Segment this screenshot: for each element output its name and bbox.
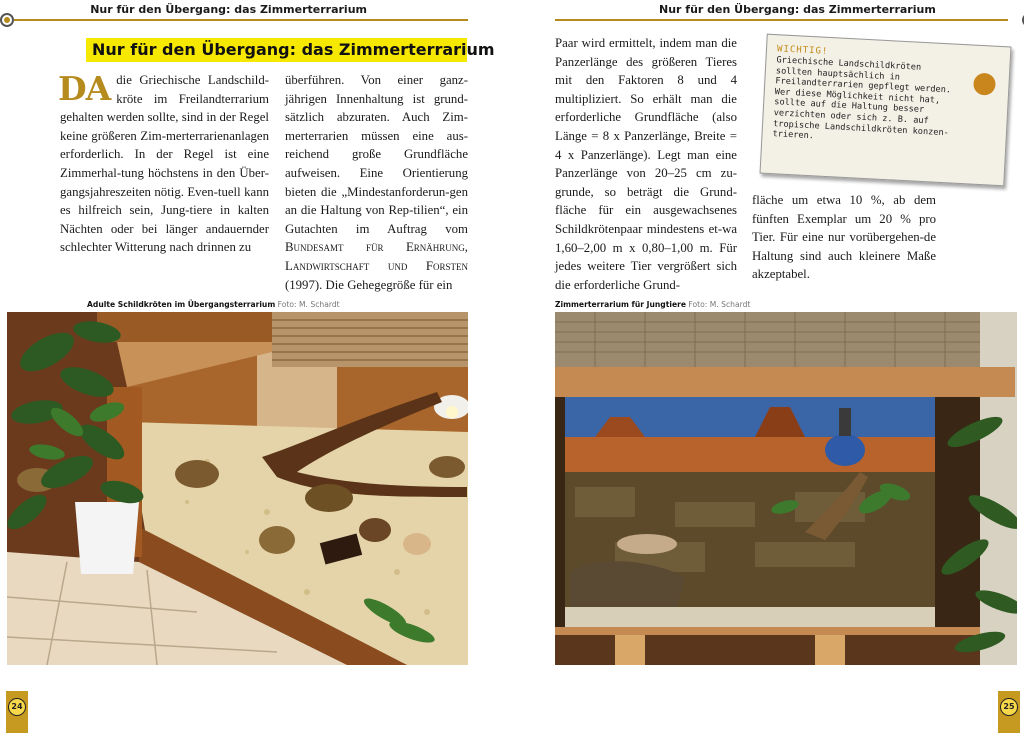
note-heading: WICHTIG! <box>776 44 829 57</box>
page-number: 25 <box>1000 698 1018 716</box>
paragraph-text: überführen. Von einer ganz-jährigen Innenhaltung ist grund-sätzlich abzuraten. Auch Zim-merterrarien müssen eine aus-reichend große Grundfläche aufweisen. Eine Orientierung bieten die „Mindestanforderun-gen an die Haltung von Rep-tilien“, ein Gutachten im Auftrag vom <box>285 73 468 236</box>
note-text: Griechische Landschildkröten sollten hauptsächlich in Freilandterrarien gepflegt werden. Wer diese Möglichkeit nicht hat, sollte auf die Haltung besser verzichten oder sich z. B. auf tropische Landschildkröten konzen- trieren. <box>772 55 952 142</box>
page-number-badge-right <box>998 691 1020 733</box>
text-column-3 <box>555 34 737 294</box>
photo-caption-left: Adulte Schildkröten im Übergangsterrarium Foto: M. Schardt <box>87 300 340 309</box>
text-column-2 <box>285 71 468 294</box>
right-page <box>512 0 1024 733</box>
terrarium-photo <box>7 312 468 665</box>
running-header-title: Nur für den Übergang: das Zimmerterrarium <box>90 3 367 16</box>
text-column-1 <box>60 71 269 257</box>
paragraph-text: fläche um etwa 10 %, ab dem fünften Exemplar um 20 % pro Tier. Für eine nur vorübergehen-de Haltung sind auch kleinere Maße akzeptabel. <box>752 193 936 282</box>
photo-adult-tortoises <box>7 312 468 665</box>
institution-name: Bundesamt für Ernährung, Landwirtschaft und Forsten <box>285 240 468 273</box>
header-rule <box>555 19 1008 21</box>
page-number: 24 <box>8 698 26 716</box>
header-bullet-icon <box>0 13 14 27</box>
running-header-title: Nur für den Übergang: das Zimmerterrarium <box>659 3 936 16</box>
terrarium-photo <box>555 312 1017 665</box>
photo-caption-right: Zimmerterrarium für Jungtiere Foto: M. Schardt <box>555 300 751 309</box>
page-number-badge-left <box>6 691 28 733</box>
header-rule <box>14 19 468 21</box>
important-note-card <box>760 34 1012 187</box>
running-header-left <box>0 0 470 22</box>
dropcap: DA <box>58 69 111 108</box>
paragraph-text: Paar wird ermittelt, indem man die Panzerlänge des größeren Tieres mit den Faktoren 8 und 4 multipliziert. So erhält man die erforderliche Grundfläche (also Länge = 8 x Panzerlänge, Breite = 4 x Panzerlänge). Legt man eine Panzerlänge von 20–25 cm zu-grunde, so beträgt die Grund-fläche für ein ausgewachsenes Schildkrötenpaar mindestens et-wa 1,60–2,00 m x 0,80–1,00 m. Für jedes weitere Tier vergrößert sich die erforderliche Grund- <box>555 36 737 292</box>
paragraph-text: (1997). Die Gehegegröße für ein <box>285 277 453 292</box>
photo-juvenile-terrarium <box>555 312 1017 665</box>
paragraph-text: die Griechische Landschild-kröte im Freilandterrarium gehalten werden sollte, sind in der Regel keine größeren Zim-merterrarienanlagen erforderlich. In der Regel ist eine Zimmerhal-tung höchstens in den Über-gangsjahreszeiten nötig. Even-tuell kann es hilfreich sein, Jung-tiere in kalten Nächten oder bei länger andauernder schlechter Witterung nach drinnen zu <box>60 73 269 255</box>
pin-icon <box>973 73 996 96</box>
section-title: Nur für den Übergang: das Zimmerterrarium <box>86 38 467 62</box>
text-column-4 <box>752 191 936 284</box>
running-header-right <box>555 0 1024 22</box>
